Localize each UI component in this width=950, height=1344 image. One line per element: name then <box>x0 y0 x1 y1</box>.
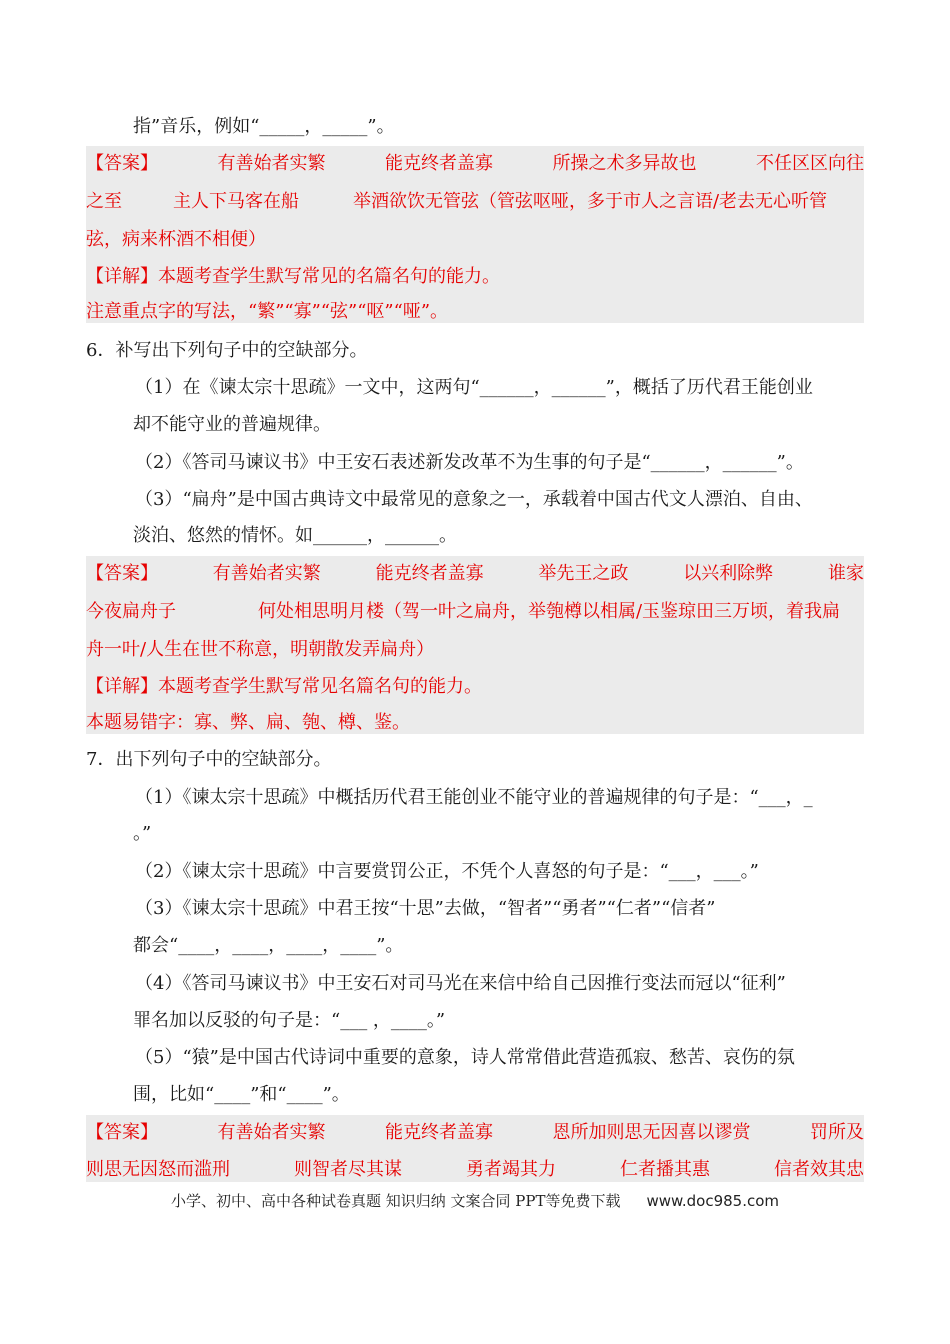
answer-label: 【答案】 <box>86 153 158 174</box>
q5-answer-line-1 <box>86 152 864 176</box>
answer-item: 仁者播其惠 <box>620 1159 710 1180</box>
answer-item: 恩所加则思无因喜以谬赏 <box>552 1122 751 1143</box>
q7-item-2: （2）《谏太宗十思疏》中言要赏罚公正，不凭个人喜怒的句子是：“___，___。” <box>135 861 759 882</box>
q6-answer-line-3: 舟一叶/人生在世不称意，明朝散发弄扁舟） <box>86 639 435 660</box>
answer-item: 不任区区向往 <box>756 153 864 174</box>
q6-item-2: （2）《答司马谏议书》中王安石表述新发改革不为生事的句子是“______，______”。 <box>135 452 804 473</box>
q6-detail: 【详解】本题考查学生默写常见名篇名句的能力。 <box>86 676 482 697</box>
q5-note: 注意重点字的写法，“繁”“寡”“弦”“呕”“哑”。 <box>86 301 449 322</box>
footer-text: 小学、初中、高中各种试卷真题 知识归纳 文案合同 PPT等免费下载 <box>170 1192 621 1210</box>
answer-label: 【答案】 <box>86 563 158 584</box>
q6-item-3b: 淡泊、悠然的情怀。如______，______。 <box>133 525 457 546</box>
q7-title: 7．出下列句子中的空缺部分。 <box>86 749 332 770</box>
q5-answer-line-3: 弦，病来杯酒不相便） <box>86 229 266 250</box>
answer-item: 有善始者实繁 <box>217 1122 326 1143</box>
q6-note: 本题易错字：寡、弊、扁、匏、樽、鉴。 <box>86 712 410 733</box>
q6-title: 6．补写出下列句子中的空缺部分。 <box>86 340 368 361</box>
answer-item: 勇者竭其力 <box>466 1159 556 1180</box>
answer-label: 【答案】 <box>86 1122 158 1143</box>
answer-item: 能克终者盖寡 <box>385 1122 493 1143</box>
answer-item: 所操之术多异故也 <box>552 153 697 174</box>
answer-item: 有善始者实繁 <box>217 153 326 174</box>
q7-item-3b: 都会“____，____，____，____”。 <box>133 935 404 956</box>
q7-item-4b: 罪名加以反驳的句子是：“___ ，____。” <box>133 1010 446 1031</box>
answer-item: 以兴利除弊 <box>683 563 774 584</box>
q6-item-3a: （3）“扁舟”是中国古典诗文中最常见的意象之一，承载着中国古代文人漂泊、自由、 <box>135 489 813 510</box>
answer-item: 举先王之政 <box>538 563 629 584</box>
answer-item: 能克终者盖寡 <box>385 153 493 174</box>
q7-item-3a: （3）《谏太宗十思疏》中君王按“十思”去做，“智者”“勇者”“仁者”“信者” <box>135 898 716 919</box>
q5-answer-line-2b: 主人下马客在船 <box>173 191 299 212</box>
q7-item-5b: 围，比如“____”和“____”。 <box>133 1084 350 1105</box>
answer-item: 则思无因怒而滥刑 <box>86 1159 230 1180</box>
intro-line: 指”音乐，例如“_____，_____”。 <box>133 116 395 137</box>
q7-item-5a: （5）“猿”是中国古代诗词中重要的意象，诗人常常借此营造孤寂、愁苦、哀伤的氛 <box>135 1047 795 1068</box>
q5-answer-line-2a: 之至 <box>86 191 122 212</box>
q7-item-1a: （1）《谏太宗十思疏》中概括历代君王能创业不能守业的普遍规律的句子是：“___，_ <box>135 787 813 808</box>
footer-url-link[interactable]: www.doc985.com <box>646 1192 780 1210</box>
q5-detail: 【详解】本题考查学生默写常见的名篇名句的能力。 <box>86 266 500 287</box>
q6-answer-line-2a: 今夜扁舟子 <box>86 601 176 622</box>
q6-answer-line-1 <box>86 562 864 586</box>
q7-answer-line-1 <box>86 1121 864 1145</box>
q7-answer-line-2 <box>86 1158 864 1182</box>
answer-item: 有善始者实繁 <box>212 563 321 584</box>
answer-item: 罚所及 <box>810 1122 864 1143</box>
answer-item: 能克终者盖寡 <box>375 563 484 584</box>
q7-item-1b: 。” <box>133 823 152 844</box>
answer-item: 则智者尽其谋 <box>294 1159 402 1180</box>
q7-item-4a: （4）《答司马谏议书》中王安石对司马光在来信中给自己因推行变法而冠以“征利” <box>135 973 786 994</box>
q6-item-1b: 却不能守业的普遍规律。 <box>133 414 331 435</box>
answer-item: 谁家 <box>827 563 864 584</box>
q6-answer-line-2b: 何处相思明月楼（驾一叶之扁舟，举匏樽以相属/玉鉴琼田三万顷，着我扁 <box>258 601 841 622</box>
answer-item: 信者效其忠 <box>774 1159 864 1180</box>
page-footer <box>0 1191 950 1211</box>
q5-answer-line-2c: 举酒欲饮无管弦（管弦呕哑，多于市人之言语/老去无心听管 <box>353 191 828 212</box>
q6-item-1a: （1）在《谏太宗十思疏》一文中，这两句“______，______”，概括了历代君王能创业 <box>135 377 813 398</box>
